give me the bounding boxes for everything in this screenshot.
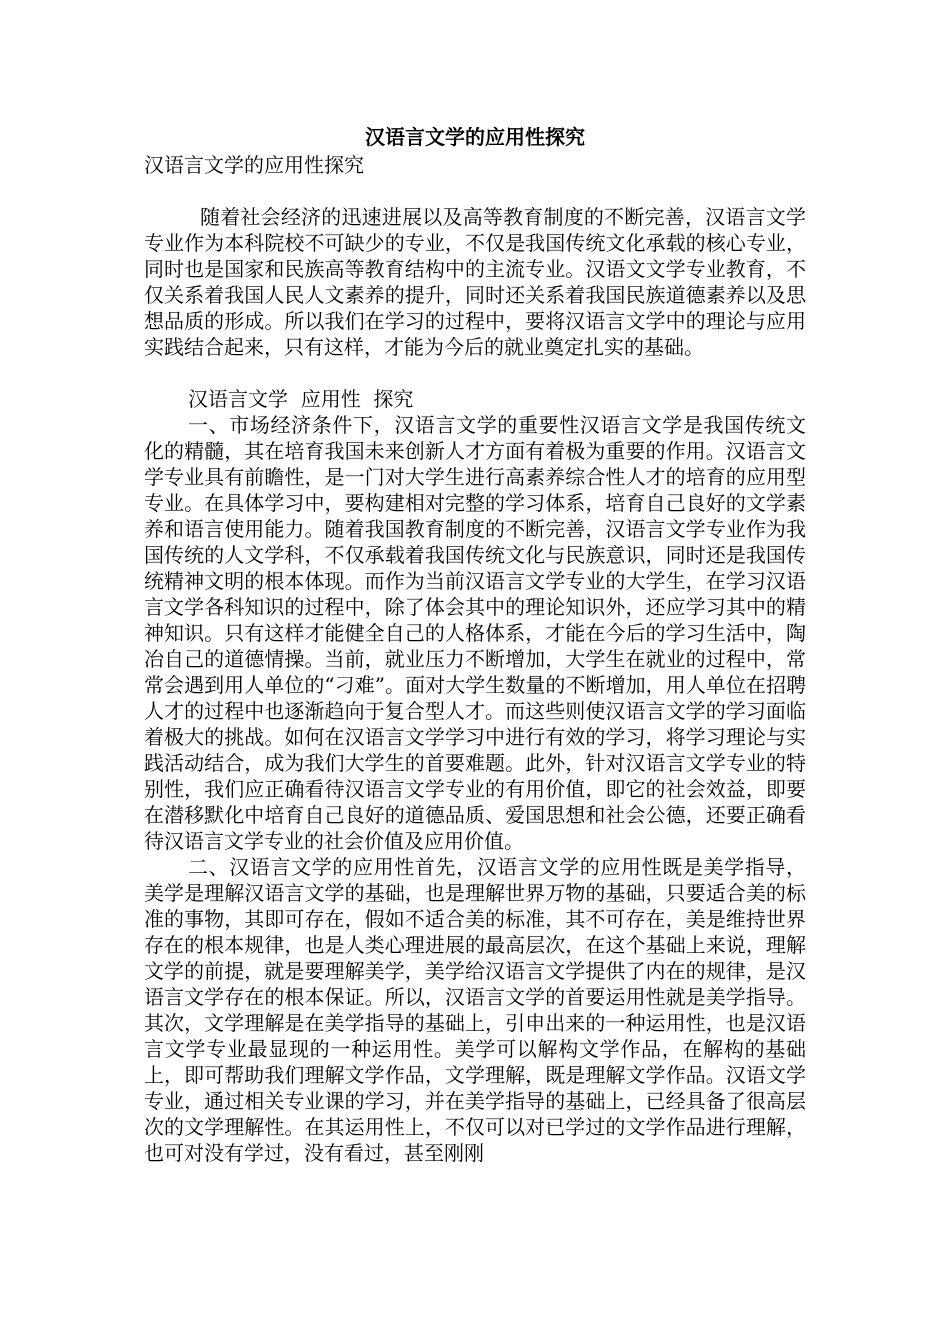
document-page [144,120,806,1166]
keywords-line: 汉语言文学 应用性 探究 [188,387,414,411]
section-1-paragraph: 一、市场经济条件下，汉语言文学的重要性汉语言文学是我国传统文化的精髓，其在培育我国未来创新人才方面有着极为重要的作用。汉语言文学专业具有前瞻性，是一门对大学生进行高素养综合性人才的培育的应用型专业。在具体学习中，要构建相对完整的学习体系，培育自己良好的文学素养和语言使用能力。随着我国教育制度的不断完善，汉语言文学专业作为我国传统的人文学科，不仅承载着我国传统文化与民族意识，同时还是我国传统精神文明的根本体现。而作为当前汉语言文学专业的大学生，在学习汉语言文学各科知识的过程中，除了体会其中的理论知识外，还应学习其中的精神知识。只有这样才能健全自己的人格体系，才能在今后的学习生活中，陶冶自己的道德情操。当前，就业压力不断增加，大学生在就业的过程中，常常会遇到用人单位的“刁难”。面对大学生数量的不断增加，用人单位在招聘人才的过程中也逐渐趋向于复合型人才。而这些则使汉语言文学的学习面临着极大的挑战。如何在汉语言文学学习中进行有效的学习，将学习理论与实践活动结合，成为我们大学生的首要难题。此外，针对汉语言文学专业的特别性，我们应正确看待汉语言文学专业的有用价值，即它的社会效益，即要在潜移默化中培育自己良好的道德品质、爱国思想和社会公德，还要正确看待汉语言文学专业的社会价值及应用价值。 [144,413,806,853]
spacer [144,178,806,204]
document-title: 汉语言文学的应用性探究 [365,125,585,149]
document-subtitle: 汉语言文学的应用性探究 [144,153,364,177]
abstract-paragraph: 随着社会经济的迅速进展以及高等教育制度的不断完善，汉语言文学专业作为本科院校不可缺少的专业，不仅是我国传统文化承载的核心专业，同时也是国家和民族高等教育结构中的主流专业。汉语文文学专业教育，不仅关系着我国人民人文素养的提升，同时还关系着我国民族道德素养以及思想品质的形成。所以我们在学习的过程中，要将汉语言文学中的理论与应用实践结合起来，只有这样，才能为今后的就业奠定扎实的基础。 [144,205,806,359]
section-2-paragraph: 二、汉语言文学的应用性首先，汉语言文学的应用性既是美学指导，美学是理解汉语言文学的基础，也是理解世界万物的基础，只要适合美的标准的事物，其即可存在，假如不适合美的标准，其不可存在，美是维持世界存在的根本规律，也是人类心理进展的最高层次，在这个基础上来说，理解文学的前提，就是要理解美学，美学给汉语言文学提供了内在的规律，是汉语言文学存在的根本保证。所以，汉语言文学的首要运用性就是美学指导。其次，文学理解是在美学指导的基础上，引申出来的一种运用性，也是汉语言文学专业最显现的一种运用性。美学可以解构文学作品，在解构的基础上，即可帮助我们理解文学作品，文学理解，既是理解文学作品。汉语文学专业，通过相关专业课的学习，并在美学指导的基础上，已经具备了很高层次的文学理解性。在其运用性上，不仅可以对已学过的文学作品进行理解，也可对没有学过，没有看过，甚至刚刚 [144,855,806,1165]
spacer [144,360,806,386]
